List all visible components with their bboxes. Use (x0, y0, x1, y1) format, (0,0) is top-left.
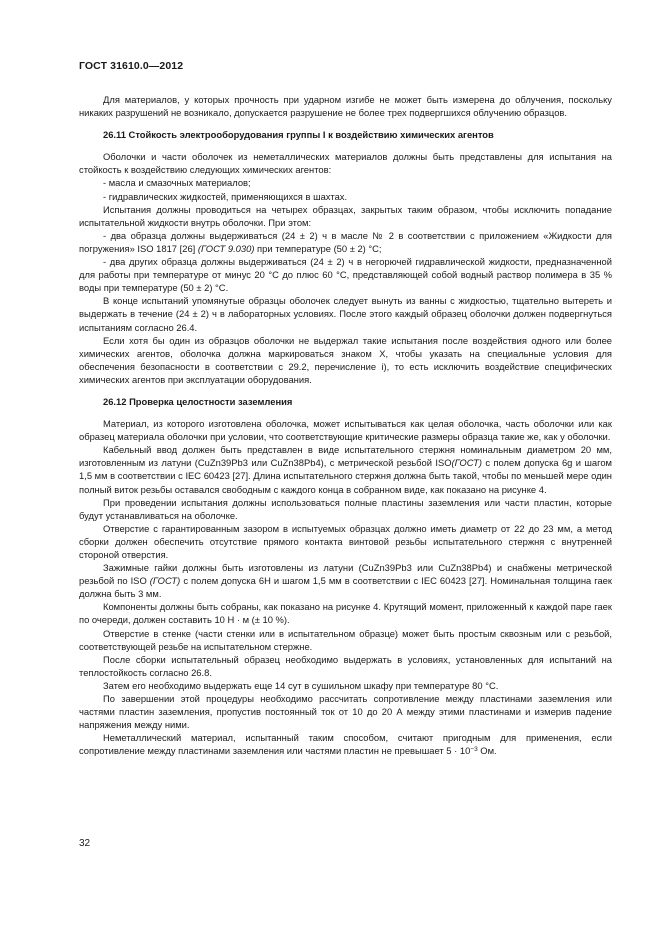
superscript-exponent: −3 (470, 746, 478, 754)
section-heading-26-11: 26.11 Стойкость электрооборудования группы I к воздействию химических агентов (103, 129, 494, 141)
text-run: - два образца должны выдерживаться (24 ± 2) ч в масле № 2 в соответствии с приложением «Жидкости для погружения» ISO 1817 [26] (79, 229, 612, 254)
list-item: - два других образца должны выдерживаться (24 ± 2) ч в негорючей гидравлической жидкости, предназначенной для работы при температуре от минус 20 °С до плюс 60 °С, представляющей собой водный раствор полимера в 35 % воды при температуре (50 ± 2) °С. (79, 256, 612, 294)
italic-reference: (ГОСТ) (451, 457, 483, 469)
paragraph (79, 561, 612, 600)
paragraph: После сборки испытательный образец необходимо выдержать в условиях, установленных для испытаний на теплостойкость согласно 26.8. (79, 653, 612, 678)
paragraph (79, 443, 612, 495)
paragraph: Испытания должны проводиться на четырех образцах, закрытых таким образом, чтобы исключить попадание испытательной жидкости внутрь оболочки. При этом: (79, 203, 612, 228)
italic-reference: (ГОСТ) (149, 575, 181, 587)
paragraph: Отверстие с гарантированным зазором в испытуемых образцах должно иметь диаметр от 22 до 23 мм, а метод сборки должен обеспечить отсутствие прямого контакта винтовой резьбы испытательного стержня с внутренней стороной отверстия. (79, 522, 612, 560)
paragraph: Затем его необходимо выдержать еще 14 сут в сушильном шкафу при температуре 80 °С. (103, 679, 499, 691)
document-body (79, 93, 612, 758)
paragraph: Компоненты должны быть собраны, как показано на рисунке 4. Крутящий момент, приложенный к каждой паре гаек по очереди, должен составить 10 Н · м (± 10 %). (79, 601, 612, 626)
paragraph: По завершении этой процедуры необходимо рассчитать сопротивление между пластинами заземления или частями пластин заземления, пропустив постоянный ток от 10 до 20 А между этими пластинами и измерив падение напряжения между ними. (79, 693, 612, 731)
list-item: - гидравлических жидкостей, применяющихся в шахтах. (103, 190, 348, 202)
text-run: при температуре (50 ± 2) °С; (254, 242, 382, 254)
text-run: с полем допуска 6H и шагом 1,5 мм в соответствии с IEC 60423 [27]. Номинальная толщина гаек должна быть 3 мм. (79, 575, 612, 600)
paragraph: Если хотя бы один из образцов оболочки не выдержал такие испытания после воздействия одного или более химических агентов, оболочка должна маркироваться знаком X, чтобы указать на специальные условия для обеспечения безопасности в соответствии с 29.2, перечисление i), то есть исключить воздействие специфических химических агентов при эксплуатации оборудования. (79, 334, 612, 385)
text-run: Зажимные гайки должны быть изготовлены из латуни (CuZn39Pb3 или CuZn38Pb4) и снабжены метрической резьбой по ISO (79, 562, 612, 587)
list-item: - масла и смазочных материалов; (103, 177, 251, 189)
text-run: Кабельный ввод должен быть представлен в виде испытательного стержня номинальным диаметром 20 мм, изготовленным из латуни (CuZn39Pb3 или CuZn38Pb4), с метрической резьбой ISO (79, 444, 612, 469)
list-item (79, 229, 612, 255)
italic-reference: (ГОСТ 9.030) (197, 242, 255, 254)
paragraph: Материал, из которого изготовлена оболочка, может испытываться как целая оболочка, часть оболочки или как образец материала оболочки при условии, что соответствующие критические размеры образца такие же, как у оболочки. (79, 418, 612, 443)
page-number: 32 (79, 838, 91, 849)
standard-header: ГОСТ 31610.0—2012 (79, 60, 184, 72)
paragraph: Отверстие в стенке (части стенки или в испытательном образце) может быть простым сквозным или с резьбой, соответствующей резьбе на испытательном стержне. (79, 627, 612, 652)
paragraph: В конце испытаний упомянутые образцы оболочек следует вынуть из ванны с жидкостью, тщательно вытереть и выдержать в течение (24 ± 2) ч в лабораторных условиях. После этого каждый образец оболочки должен подвергнуться испытаниям согласно 26.4. (79, 295, 612, 333)
paragraph: Оболочки и части оболочек из неметаллических материалов должны быть представлены для испытания на стойкость к воздействию следующих химических агентов: (79, 151, 612, 176)
paragraph (79, 731, 612, 757)
section-heading-26-12: 26.12 Проверка целостности заземления (103, 395, 293, 407)
text-run: с полем допуска 6g и шагом 1,5 мм в соответствии с IEC 60423 [27]. Длина испытательного стержня должна быть такой, чтобы по меньшей мере один полный виток резьбы оставался свободным с каждого конца в собранном виде, как показано на рисунке 4. (79, 457, 612, 495)
paragraph: Для материалов, у которых прочность при ударном изгибе не может быть измерена до облучения, поскольку никаких разрушений не возникало, допускается разрушение не более трех подвергшихся облучению образцов. (79, 94, 612, 119)
text-run: Неметаллический материал, испытанный таким способом, считают пригодным для применения, если сопротивление между пластинами заземления или частями пластин не превышает 5 · 10 (79, 732, 612, 757)
paragraph: При проведении испытания должны использоваться полные пластины заземления или части пластин, которые будут устанавливаться на оболочке. (79, 496, 612, 521)
text-run: Ом. (477, 745, 497, 757)
